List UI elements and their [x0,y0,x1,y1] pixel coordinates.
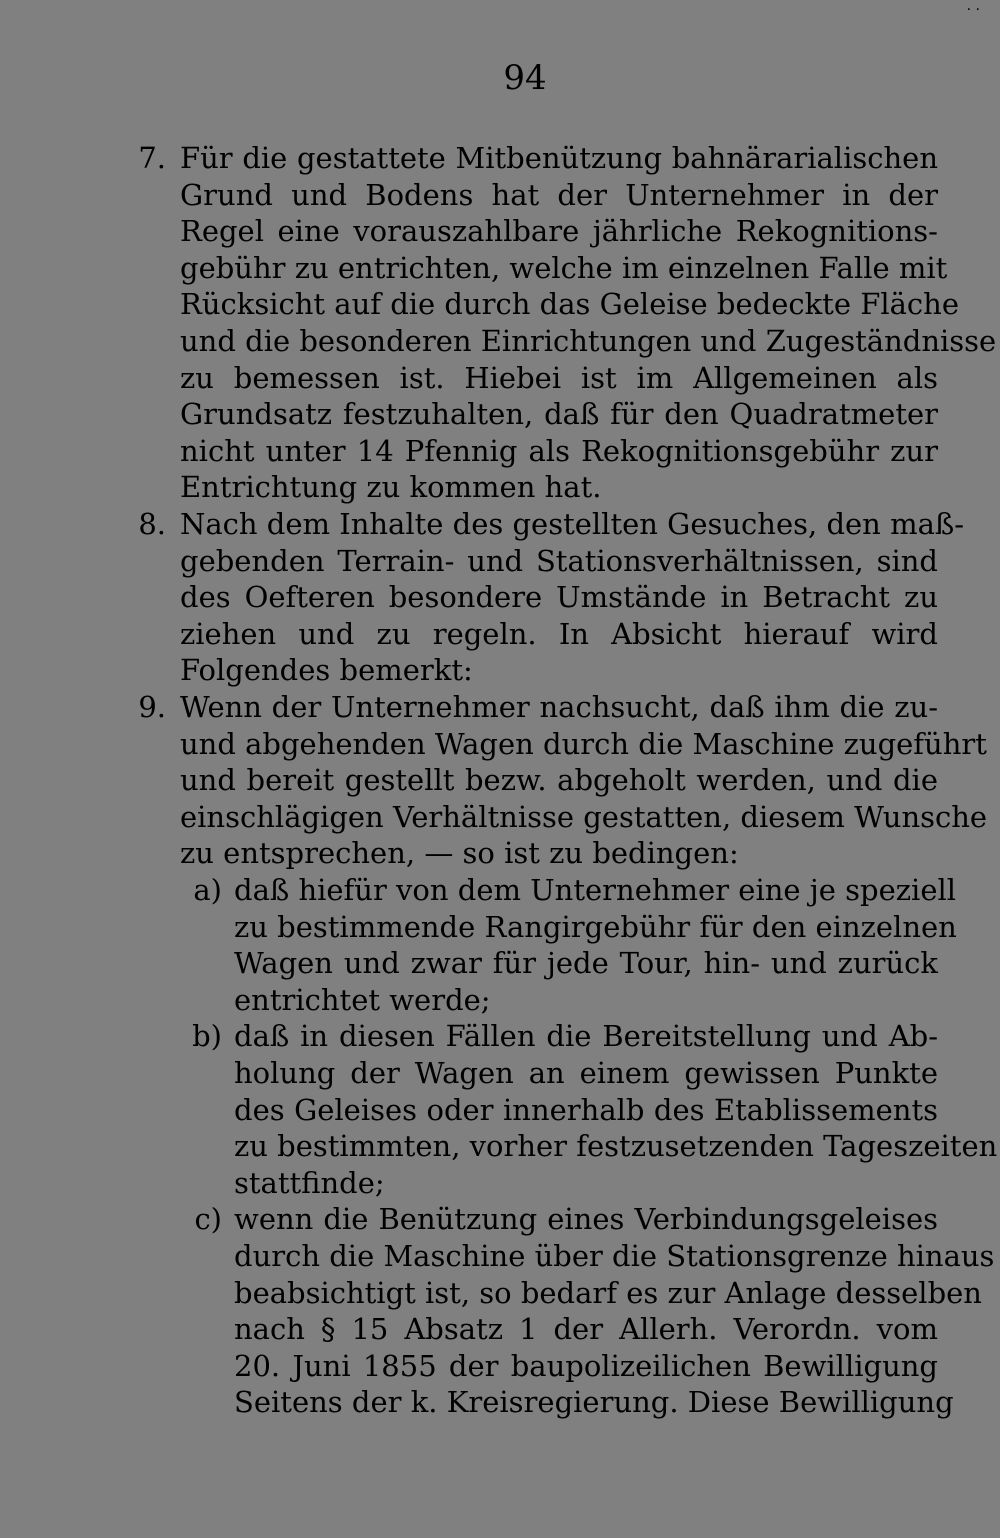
subitem-line: Seitens der k. Kreisregierung. Diese Bewilligung [234,1385,954,1420]
paragraph-line: und bereit gestellt bezw. abgeholt werden, und die [180,763,938,798]
paragraph-line: des Oefteren besondere Umstände in Betracht zu [180,580,938,615]
paragraph-line: Folgendes bemerkt: [180,653,473,688]
paragraph-line: zu entsprechen, — so ist zu bedingen: [180,836,739,871]
subitem-line: wenn die Benützung eines Verbindungsgeleises [234,1202,938,1237]
paragraph-line: Für die gestattete Mitbenützung bahnärarialischen [180,141,938,175]
paragraph-number: 8. [138,507,166,541]
paragraph-number: 7. [138,141,166,175]
top-marks: · · [966,2,980,18]
paragraph-line: Grundsatz festzuhalten, daß für den Quadratmeter [180,397,938,432]
subitem-label: c) [194,1202,222,1237]
subitem-line: des Geleises oder innerhalb des Etablissements [234,1092,938,1127]
paragraph-line: gebenden Terrain- und Stationsverhältnissen, sind [180,543,938,578]
paragraph-line: zu bemessen ist. Hiebei ist im Allgemeinen als [180,360,938,395]
paragraph-line: Nach dem Inhalte des gestellten Gesuches, den maß- [180,507,965,541]
subitem-line: zu bestimmten, vorher festzusetzenden Tageszeiten [234,1129,998,1164]
subitem-line: 20. Juni 1855 der baupolizeilichen Bewilligung [234,1348,938,1383]
paragraph-line: Grund und Bodens hat der Unternehmer in der [180,177,938,212]
paragraph-line: gebühr zu entrichten, welche im einzelnen Falle mit [180,250,948,285]
paragraph-line: und die besonderen Einrichtungen und Zugeständnisse [180,324,997,358]
paragraph-number: 9. [138,690,166,724]
paragraph-line: Entrichtung zu kommen hat. [180,470,602,505]
paragraph-line: und abgehenden Wagen durch die Maschine zugeführt [180,726,987,761]
subitem-label: b) [192,1019,222,1054]
page-number: 94 [503,58,547,98]
subitem-line: beabsichtigt ist, so bedarf es zur Anlage desselben [234,1275,982,1310]
paragraph-line: Wenn der Unternehmer nachsucht, daß ihm die zu- [180,690,938,724]
paragraph-line: Regel eine vorauszahlbare jährliche Rekognitions- [180,214,938,249]
subitem-line: entrichtet werde; [234,982,491,1017]
subitem-line: holung der Wagen an einem gewissen Punkte [234,1056,938,1090]
paragraph-line: nicht unter 14 Pfennig als Rekognitionsgebühr zur [180,433,938,468]
subitem-line: nach § 15 Absatz 1 der Allerh. Verordn. vom [234,1312,938,1347]
subitem-line: stattfinde; [234,1165,385,1200]
paragraph-line: ziehen und zu regeln. In Absicht hierauf wird [180,616,938,651]
subitem-line: daß in diesen Fällen die Bereitstellung und Ab- [234,1019,938,1054]
subitem-line: daß hiefür von dem Unternehmer eine je speziell [234,873,957,907]
paragraph-line: einschlägigen Verhältnisse gestatten, diesem Wunsche [180,799,988,834]
subitem-line: Wagen und zwar für jede Tour, hin- und zurück [234,946,938,981]
subitem-line: zu bestimmende Rangirgebühr für den einzelnen [234,909,957,944]
subitem-line: durch die Maschine über die Stationsgrenze hinaus [234,1239,995,1273]
paragraph-line: Rücksicht auf die durch das Geleise bedeckte Fläche [180,287,959,322]
subitem-label: a) [193,873,222,907]
